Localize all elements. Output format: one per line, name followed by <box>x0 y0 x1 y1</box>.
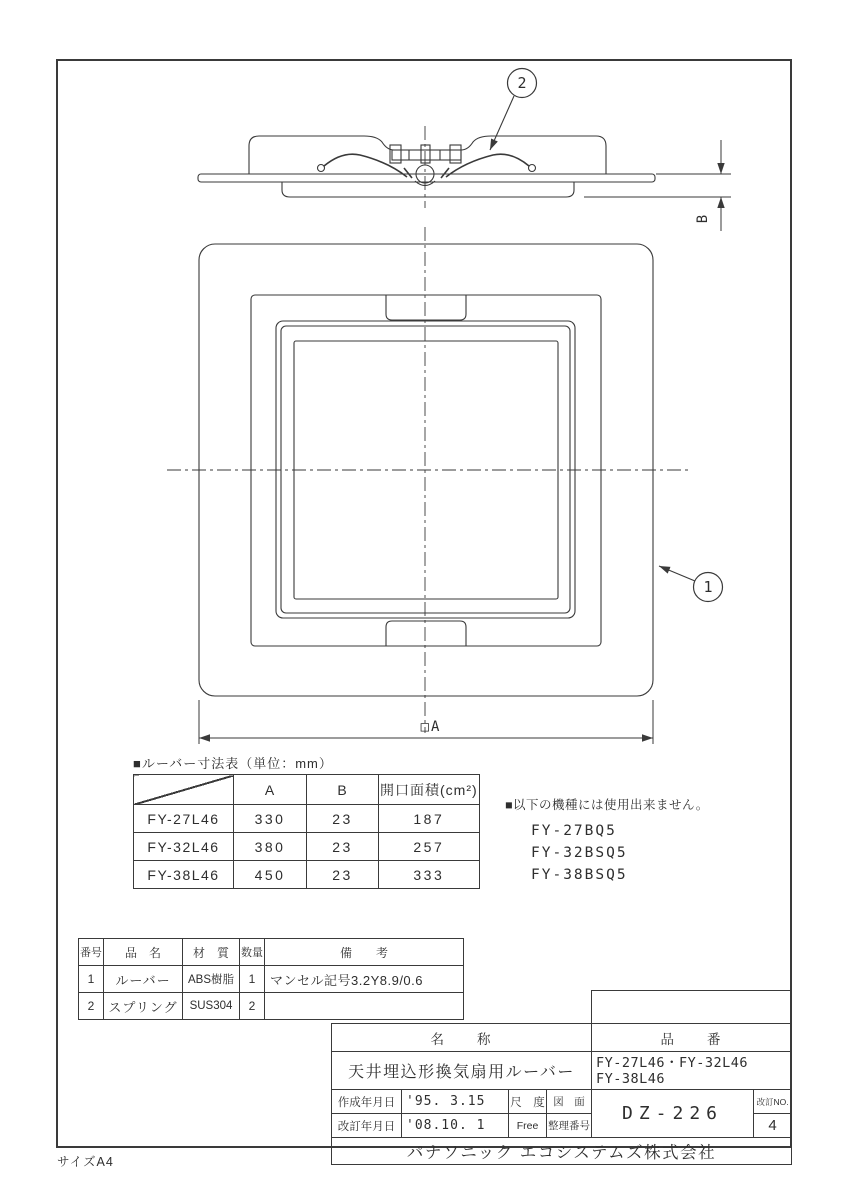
a-cell: 380 <box>234 833 307 861</box>
part-no-line1: FY-27L46・FY-32L46 <box>596 1054 749 1071</box>
louver-dimension-table <box>133 774 480 889</box>
model-cell: FY-38L46 <box>134 861 234 889</box>
side-plate <box>198 174 655 182</box>
a-cell: 450 <box>234 861 307 889</box>
no-header: 番号 <box>79 939 104 966</box>
part-remarks-cell: マンセル記号3.2Y8.9/0.6 <box>265 966 464 993</box>
note-model: FY-27BQ5 <box>531 823 617 839</box>
title-block <box>331 990 791 1162</box>
b-cell: 23 <box>307 861 379 889</box>
title-header-row <box>332 1024 792 1052</box>
inner-frame-inner-line <box>281 326 570 613</box>
incompatible-models-note <box>505 795 709 886</box>
note-title: ■以下の機種には使用出来ません。 <box>505 798 709 812</box>
drawing-no-label-line2: 整理番号 <box>547 1114 592 1138</box>
part-name-cell: ルーバー <box>104 966 183 993</box>
right-clip <box>461 136 606 174</box>
table-row <box>134 833 480 861</box>
col-b-header: B <box>307 775 379 805</box>
revised-label: 改訂年月日 <box>332 1114 402 1138</box>
model-cell: FY-32L46 <box>134 833 234 861</box>
part-name-cell: スプリング <box>104 993 183 1020</box>
scale-value: Free <box>509 1114 547 1138</box>
material-header: 材 質 <box>183 939 240 966</box>
dimension-table-title: ■ルーバー寸法表（単位：mm） <box>133 756 333 771</box>
title-value-row <box>332 1052 792 1090</box>
recessed-body <box>282 182 574 197</box>
created-label: 作成年月日 <box>332 1090 402 1114</box>
b-cell: 23 <box>307 833 379 861</box>
note-model: FY-38BSQ5 <box>531 867 628 883</box>
table-row <box>134 805 480 833</box>
part-no-label: 品 番 <box>592 1024 792 1052</box>
part-numbers <box>592 1052 792 1090</box>
title-block-table <box>331 1023 792 1165</box>
balloon-1-number: 1 <box>703 578 713 596</box>
balloon-2 <box>490 69 537 151</box>
side-view <box>198 126 655 208</box>
diagonal-header-cell <box>134 775 234 805</box>
area-cell: 333 <box>379 861 480 889</box>
model-cell: FY-27L46 <box>134 805 234 833</box>
dim-b-label: B <box>695 214 711 224</box>
ratchet-strip <box>390 145 461 163</box>
company-row <box>332 1138 792 1165</box>
table-row <box>134 861 480 889</box>
part-material-cell: ABS樹脂 <box>183 966 240 993</box>
part-no-extension-box <box>591 990 791 1024</box>
rev-no-label: 改訂NO. <box>754 1090 792 1114</box>
dim-a-label: □A <box>420 719 442 735</box>
area-cell: 257 <box>379 833 480 861</box>
bottom-tab <box>386 621 466 646</box>
name-label: 名 称 <box>332 1024 592 1052</box>
created-date: '95. 3.15 <box>402 1090 509 1114</box>
rev-no-value: 4 <box>754 1114 792 1138</box>
created-row <box>332 1090 792 1114</box>
louver-dimension-block <box>133 753 480 889</box>
area-cell: 187 <box>379 805 480 833</box>
balloon-2-number: 2 <box>517 74 527 92</box>
part-qty-cell: 1 <box>240 966 265 993</box>
top-tab <box>386 295 466 320</box>
qty-header: 数量 <box>240 939 265 966</box>
balloon-1 <box>659 566 723 602</box>
revised-date: '08.10. 1 <box>402 1114 509 1138</box>
note-model-list <box>505 820 709 886</box>
table-header-row <box>134 775 480 805</box>
company-name: パナソニック エコシステムズ株式会社 <box>332 1138 792 1165</box>
plan-view <box>167 227 690 733</box>
remarks-header: 備 考 <box>265 939 464 966</box>
inner-frame-outer-line <box>276 321 575 618</box>
a-cell: 330 <box>234 805 307 833</box>
name-header: 品 名 <box>104 939 183 966</box>
part-qty-cell: 2 <box>240 993 265 1020</box>
left-clip <box>249 136 394 174</box>
right-spring-eye <box>529 165 536 172</box>
col-a-header: A <box>234 775 307 805</box>
col-area-header: 開口面積(cm²) <box>379 775 480 805</box>
parts-header-row <box>79 939 464 966</box>
drawing-number: DZ-226 <box>592 1090 754 1138</box>
part-material-cell: SUS304 <box>183 993 240 1020</box>
product-name: 天井埋込形換気扇用ルーバー <box>332 1052 592 1090</box>
note-model: FY-32BSQ5 <box>531 845 628 861</box>
left-spring-eye <box>318 165 325 172</box>
b-cell: 23 <box>307 805 379 833</box>
drawing-no-label-line1: 図 面 <box>547 1090 592 1114</box>
part-no-line2: FY-38L46 <box>596 1070 666 1087</box>
parts-row <box>79 966 464 993</box>
scale-label: 尺 度 <box>509 1090 547 1114</box>
sheet-size-label: サイズA4 <box>57 1155 114 1169</box>
part-no-cell: 1 <box>79 966 104 993</box>
part-no-cell: 2 <box>79 993 104 1020</box>
second-frame <box>251 295 601 646</box>
